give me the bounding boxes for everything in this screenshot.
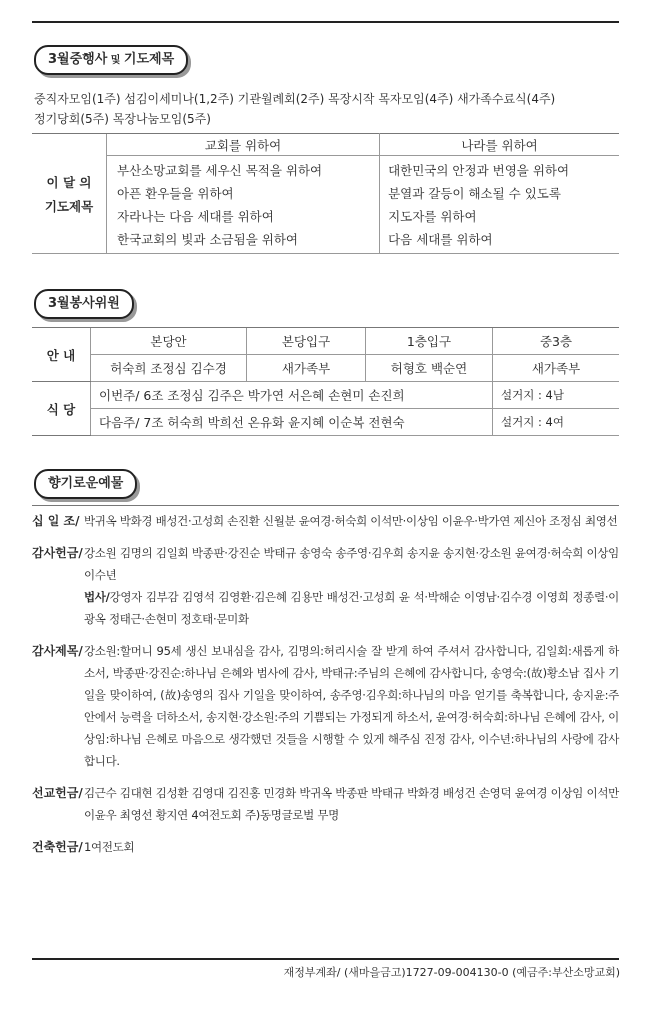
offering-row-tithe: [32, 510, 619, 532]
offering-label: 십 일 조/: [32, 514, 80, 528]
list-item: 한국교회의 빛과 소금됨을 위하여: [117, 232, 298, 247]
divider: [32, 505, 619, 506]
list-item: 다음 세대를 위하여: [388, 232, 493, 247]
account-info: 재정부계좌/ (새마을금고)1727-09-004130-0 (예금주:부산소망교회): [283, 966, 620, 979]
title-main: 3월중행사: [48, 52, 108, 67]
offering-label: 선교헌금/: [32, 786, 83, 800]
guide-header: 본당입구: [247, 328, 366, 355]
offering-list: [32, 510, 619, 868]
meal-dish: 설거지 : 4여: [493, 409, 620, 436]
list-item: 분열과 갈등이 해소될 수 있도록: [388, 186, 561, 201]
guide-header: 본당안: [91, 328, 247, 355]
beobsa-label: 법사/: [84, 590, 110, 604]
guide-value: 허숙희 조정심 김수경: [91, 355, 247, 382]
meal-label: 식 당: [32, 382, 91, 436]
title-tail: 기도제목: [123, 52, 175, 67]
offering-text: 강소원 김명의 김일회 박종판·강진순 박태규 송영숙 송주영·김우희 송지윤 송지현·강소원 윤여경·허숙희 이상임 이수년: [84, 546, 619, 582]
section-title-service: 3월봉사위원: [34, 289, 134, 319]
offering-text: 김근수 김대현 김성환 김영대 김진홍 민경화 박귀옥 박종판 박태규 박화경 배성건 손영덕 윤여경 이상임 이석만 이윤우 최영선 황지연 4여전도회 주)동명글로벌 무명: [84, 786, 619, 822]
title-small: 및: [107, 55, 124, 66]
meal-row: 이번주/ 6조 조정심 김주은 박가연 서은혜 손현미 손진희: [91, 382, 493, 409]
offering-label: 감사제목/: [32, 644, 83, 658]
prayer-table: [32, 133, 619, 254]
guide-value: 새가족부: [247, 355, 366, 382]
offering-text: 강소원:할머니 95세 생신 보내심을 감사, 김명의:허리시술 잘 받게 하여 주셔서 감사합니다, 김일회:새롭게 하소서, 박종판·강진순:하나님 은혜와 범사에 감사, 박태규:주님의 은혜에 감사합니다, 송영숙:(故)황소남 집사 기일을 맞이하여, (故)송영의 집사 기일을 맞이하여, 송주영·김우희:하나님의 마음 얻기를 축복합니다, 송지윤:주안에서 능력을 더하소서, 송지현·강소원:주의 기쁨되는 가정되게 하소서, 윤여경·허숙희:하나님 은혜에 감사, 이상임:하나님 은혜로 마음으로 생각했던 것들을 시행할 수 있게 해주심 진정 감사, 이수년:하나님의 사랑에 감사합니다.: [84, 644, 619, 768]
church-items: [107, 156, 380, 254]
offering-text: 1여전도회: [84, 840, 135, 854]
col-nation-header: 나라를 위하여: [380, 134, 619, 156]
guide-label: 안 내: [32, 328, 91, 382]
offering-row-thanks: [32, 542, 619, 586]
section-title-offerings: 향기로운예물: [34, 469, 137, 499]
guide-header: 1층입구: [366, 328, 493, 355]
col-church-header: 교회를 위하여: [107, 134, 380, 156]
top-rule: [32, 21, 619, 23]
offering-label: 건축헌금/: [32, 840, 83, 854]
section-title-events: [34, 45, 188, 75]
list-item: 대한민국의 안정과 번영을 위하여: [388, 163, 570, 178]
bottom-rule: [32, 958, 619, 960]
prayer-label: 이 달 의 기도제목: [32, 134, 107, 254]
guide-value: 허형호 백순연: [366, 355, 493, 382]
list-item: 자라나는 다음 세대를 위하여: [117, 209, 274, 224]
events-line-1: 중직자모임(1주) 섬김이세미나(1,2주) 기관월례회(2주) 목장시작 목자모임(4주) 새가족수료식(4주): [34, 92, 556, 106]
list-item: 부산소망교회를 세우신 목적을 위하여: [117, 163, 323, 178]
offering-row-mission: [32, 782, 619, 826]
service-table: [32, 327, 619, 436]
offering-text: 법사/강영자 김부감 김영석 김영환·김은혜 김용만 배성건·고성희 윤 석·박해순 이영남·김수경 이영희 정종렬·이광옥 정태근·손현미 정호태·문미화: [84, 590, 619, 626]
offering-row-building: [32, 836, 619, 858]
events-line-2: 정기당회(5주) 목장나눔모임(5주): [34, 112, 211, 126]
offering-row-prayer: [32, 640, 619, 772]
meal-row: 다음주/ 7조 허숙희 박희선 온유화 윤지혜 이순복 전현숙: [91, 409, 493, 436]
offering-label: 감사헌금/: [32, 546, 83, 560]
offering-row-beobsa: [32, 586, 619, 630]
list-item: 아픈 환우들을 위하여: [117, 186, 234, 201]
offering-text: 박귀옥 박화경 배성건·고성희 손진환 신월분 윤여경·허숙희 이석만·이상임 이윤우·박가연 제신아 조정심 최영선: [84, 514, 618, 528]
nation-items: [380, 156, 619, 254]
guide-value: 새가족부: [493, 355, 620, 382]
guide-header: 중3층: [493, 328, 620, 355]
list-item: 지도자를 위하여: [388, 209, 477, 224]
meal-dish: 설거지 : 4남: [493, 382, 620, 409]
